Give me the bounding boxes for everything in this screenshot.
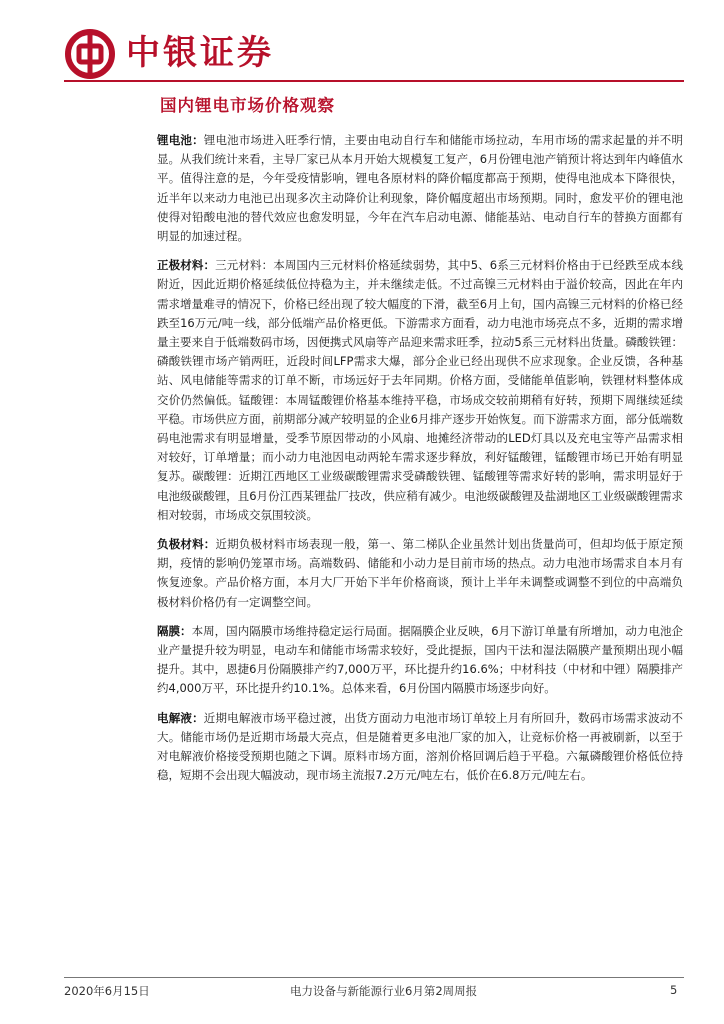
- paragraph-battery: [157, 131, 683, 246]
- page-number: 5: [670, 983, 678, 997]
- paragraph-cathode: [157, 256, 683, 525]
- term-label: 正极材料：: [157, 258, 216, 273]
- paragraph-text: 本周，国内隔膜市场维持稳定运行局面。据隔膜企业反映，6月下游订单量有所增加，动力电池企业产量提升较为明显，电动车和储能市场需求较好，受此提振，国内干法和湿法隔膜产量预期出现小幅提升。其中，恩捷6月份隔膜排产约7,000万平，环比提升约16.6%；中材科技（中材和中锂）隔膜排产约4,000万平，环比提升约10.1%。总体来看，6月份国内隔膜市场逐步向好。: [157, 623, 684, 696]
- section-title: 国内锂电市场价格观察: [160, 96, 335, 115]
- footer-report-title: 电力设备与新能源行业6月第2周周报: [290, 984, 478, 998]
- header-divider: [64, 80, 684, 82]
- brand-name: 中银证券: [126, 33, 274, 73]
- paragraph-text: 锂电池市场进入旺季行情，主要由电动自行车和储能市场拉动，车用市场的需求起量的并不明显。从我们统计来看，主导厂家已从本月开始大规模复工复产，6月份锂电池产销预计将达到年内峰值水平。值得注意的是，今年受疫情影响，锂电各原材料的降价幅度都高于预期，使得电池成本下降很快，近半年以来动力电池已出现多次主动降价让利现象，降价幅度超出市场预期。同时，愈发平价的锂电池使得对铅酸电池的替代效应也愈发明显，今年在汽车启动电源、储能基站、电动自行车的替换方面都有明显的加速过程。: [157, 133, 684, 244]
- footer-divider: [64, 977, 684, 978]
- paragraph-text: 三元材料：本周国内三元材料价格延续弱势，其中5、6系三元材料价格由于已经跌至成本线附近，因此近期价格延续低位持稳为主，并未继续走低。不过高镍三元材料由于溢价较高，因此在年内需求增量难寻的情况下，价格已经出现了较大幅度的下滑，截至6月上旬，国内高镍三元材料的价格已经跌至16万元/吨一线，部分低端产品价格更低。下游需求方面看，动力电池市场亮点不多，近期的需求增量主要来自于低端数码市场，因便携式风扇等产品迎来需求旺季，拉动5系三元材料出货量。磷酸铁锂：磷酸铁锂市场产销两旺，近段时间LFP需求大爆，部分企业已经出现供不应求现象。企业反馈，各种基站、风电储能等需求的订单不断，市场远好于去年同期。价格方面，受储能单值影响，铁锂材料整体成交价仍然偏低。锰酸锂：本周锰酸锂价格基本维持平稳，市场成交较前期稍有好转，预期下周继续延续平稳。市场供应方面，前期部分减产较明显的企业6月排产逐步开始恢复。而下游需求方面，部分低端数码电池需求有明显增量，受季节原因带动的小风扇、地摊经济带动的LED灯具以及充电宝等产品需求相对较好，订单增量；而小动力电池因电动两轮车需求逐步释放，利好锰酸锂，锰酸锂市场已开始有明显复苏。碳酸锂：近期江西地区工业级碳酸锂需求受磷酸铁锂、锰酸锂等需求好转的影响，需求明显好于电池级碳酸锂，且6月份江西某锂盐厂技改，供应稍有减少。电池级碳酸锂及盐湖地区工业级碳酸锂需求相对较弱，市场成交氛围较淡。: [157, 258, 684, 522]
- bank-of-china-logo-icon: [64, 28, 116, 80]
- article-body: [157, 131, 683, 796]
- term-label: 隔膜：: [157, 623, 192, 638]
- paragraph-text: 近期电解液市场平稳过渡，出货方面动力电池市场订单较上月有所回升，数码市场需求波动不大。储能市场仍是近期市场最大亮点，但是随着更多电池厂家的加入，让竞标价格一再被刷新，以至于对电解液价格接受预期也随之下调。原料市场方面，溶剂价格回调后趋于平稳。六氟磷酸锂价格低位持稳，短期不会出现大幅波动，现市场主流报7.2万元/吨左右，低价在6.8万元/吨左右。: [157, 710, 684, 783]
- paragraph-anode: [157, 535, 683, 612]
- report-header: [64, 28, 684, 76]
- term-label: 电解液：: [157, 710, 204, 725]
- footer-date: 2020年6月15日: [64, 984, 150, 998]
- paragraph-separator: [157, 622, 683, 699]
- paragraph-electrolyte: [157, 709, 683, 786]
- term-label: 锂电池：: [157, 133, 204, 147]
- term-label: 负极材料：: [157, 537, 216, 552]
- paragraph-text: 近期负极材料市场表现一般，第一、第二梯队企业虽然计划出货量尚可，但却均低于原定预期，疫情的影响仍笼罩市场。高端数码、储能和小动力是目前市场的热点。动力电池市场需求自本月有恢复迹象。产品价格方面，本月大厂开始下半年价格商谈，预计上半年未调整或调整不到位的中高端负极材料价格仍有一定调整空间。: [157, 537, 683, 609]
